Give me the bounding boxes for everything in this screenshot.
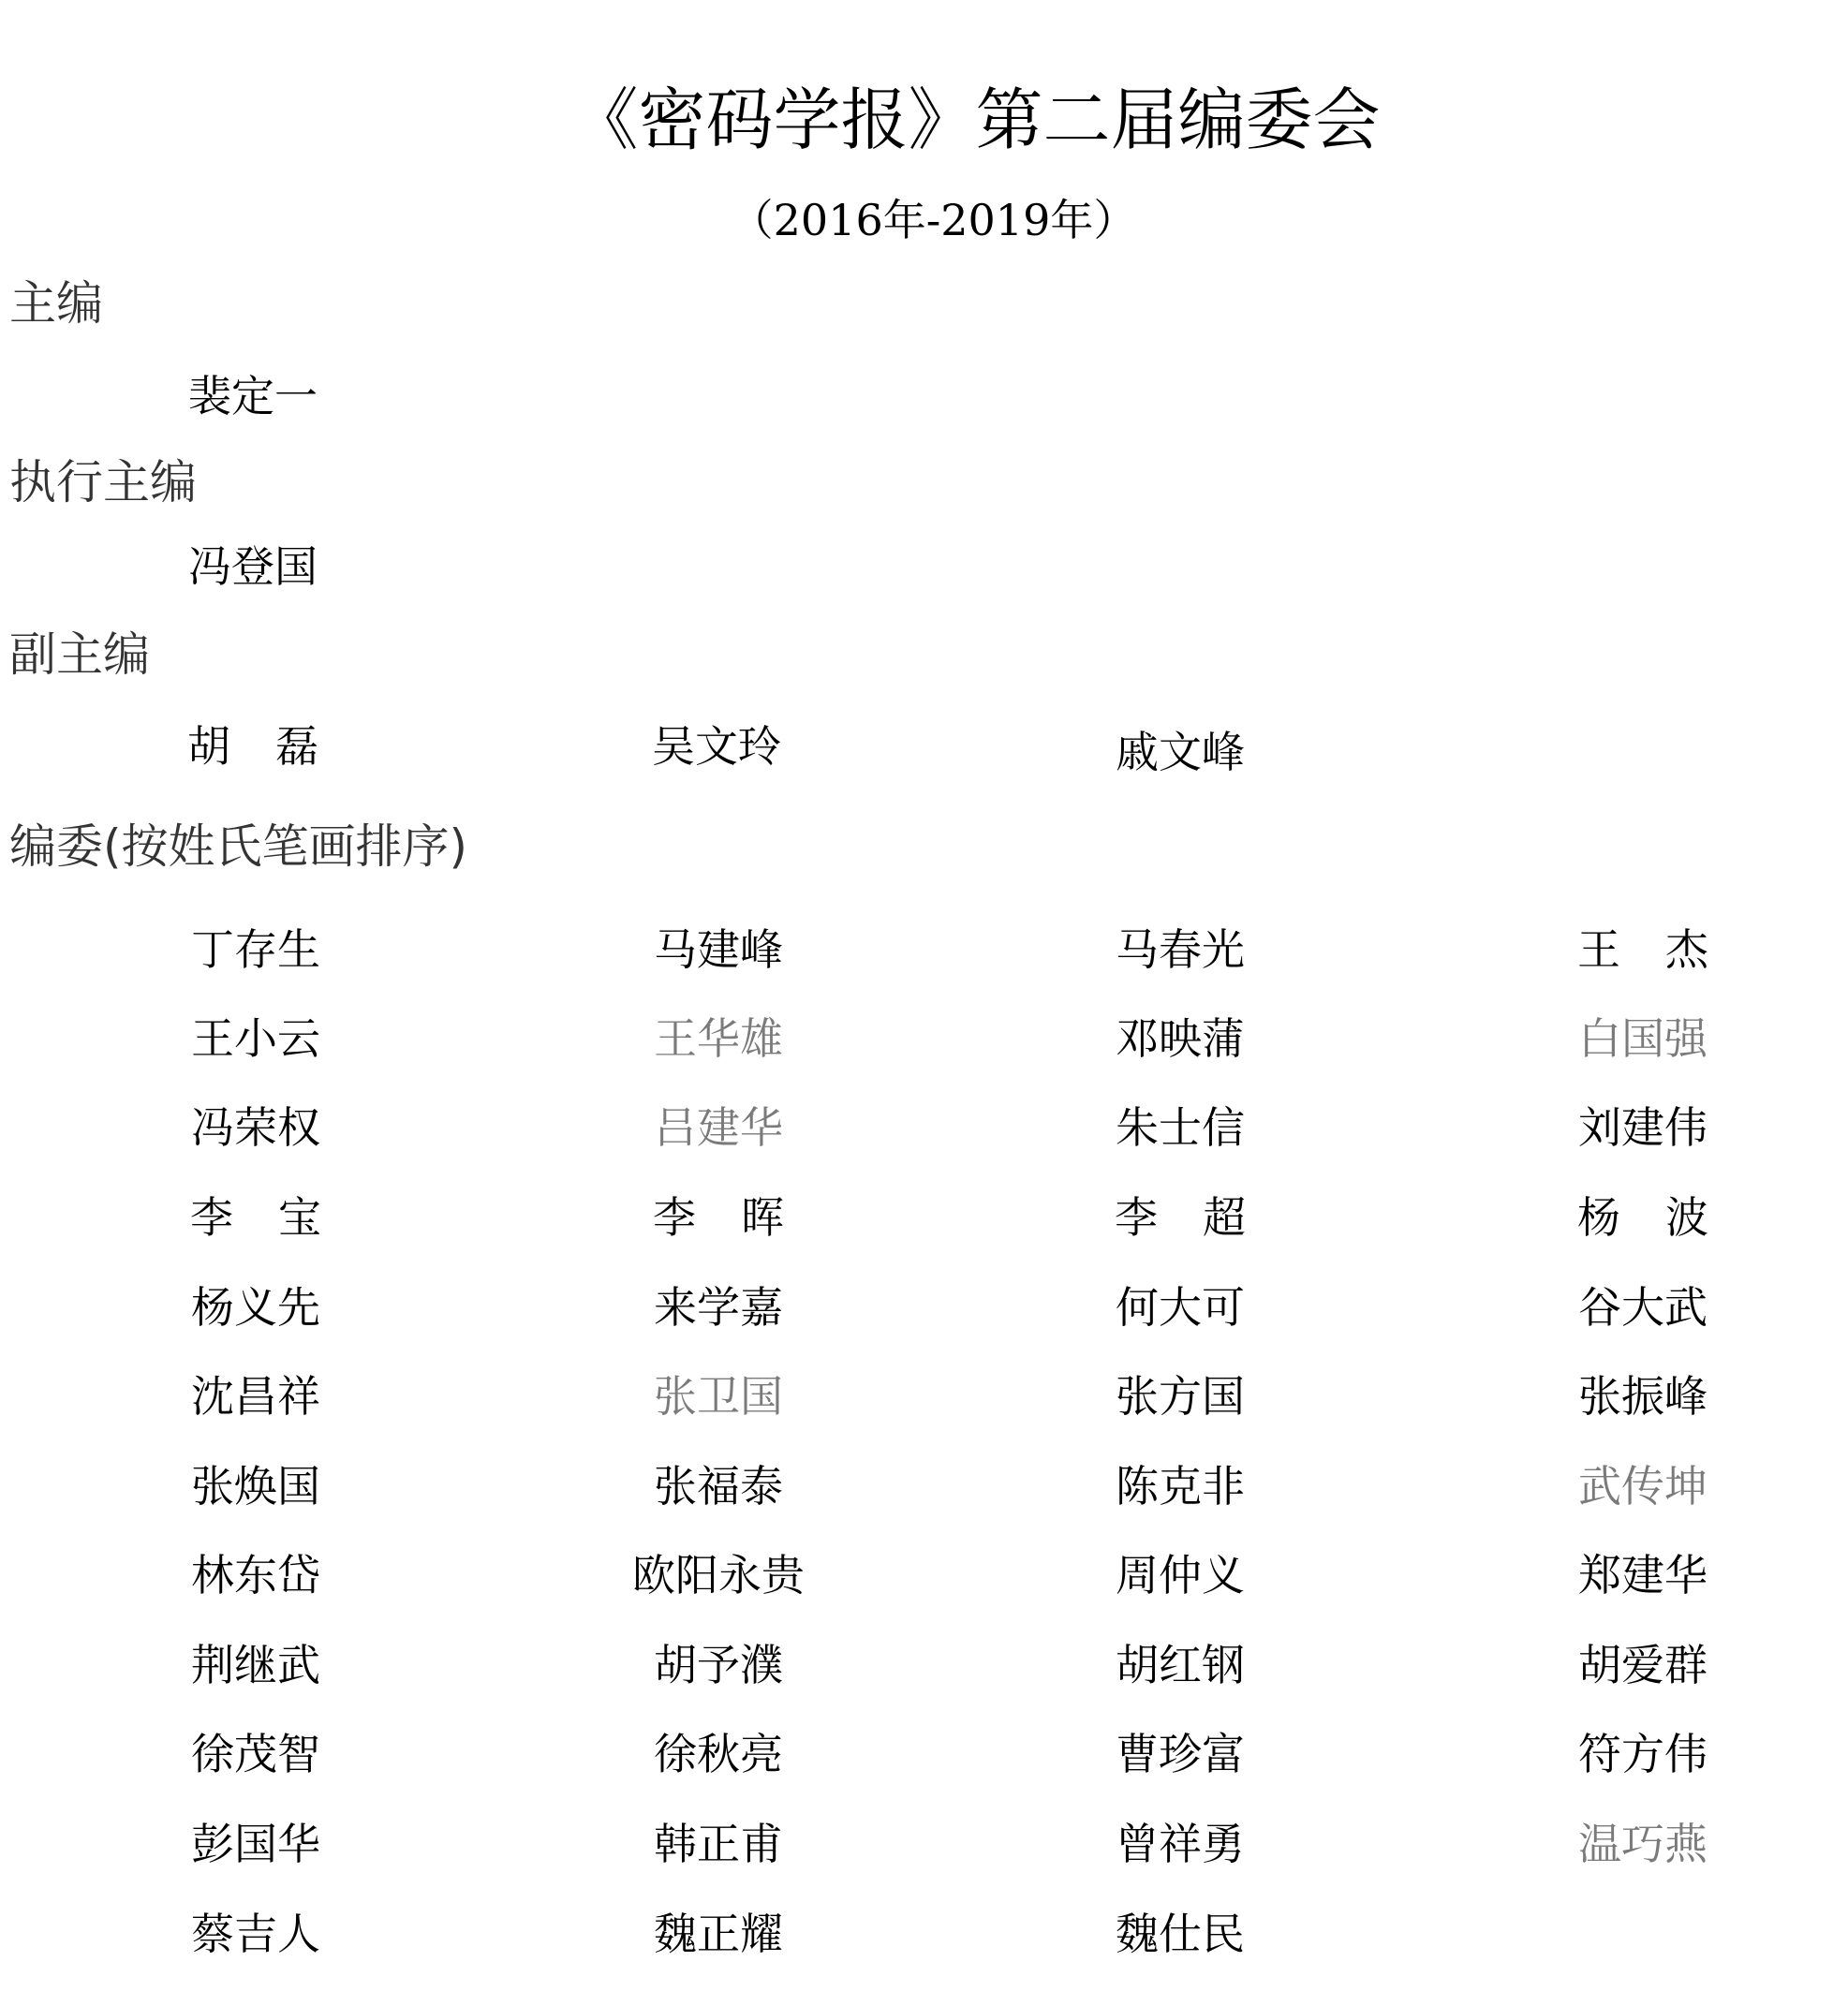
board-member-name: 谷大武 xyxy=(1578,1282,1708,1333)
heading-deputy-editors: 副主编 xyxy=(9,627,150,682)
board-member-name: 蔡吉人 xyxy=(191,1909,320,1959)
board-member-name: 刘建伟 xyxy=(1578,1102,1708,1153)
board-member-name: 陈克非 xyxy=(1116,1461,1245,1512)
board-member-name: 杨义先 xyxy=(191,1282,320,1333)
board-member-name: 王华雄 xyxy=(654,1013,783,1064)
board-member-name: 王小云 xyxy=(191,1013,320,1064)
board-member-name: 朱士信 xyxy=(1116,1102,1245,1153)
board-member-name: 魏正耀 xyxy=(654,1909,783,1959)
board-member-name: 冯荣权 xyxy=(191,1102,320,1153)
board-member-name: 沈昌祥 xyxy=(191,1371,320,1422)
board-member-name: 吕建华 xyxy=(654,1102,783,1153)
board-member-name: 李 超 xyxy=(1115,1192,1246,1243)
board-member-name: 何大可 xyxy=(1116,1282,1245,1333)
heading-chief-editor: 主编 xyxy=(9,276,103,331)
deputy-editor-name: 胡 磊 xyxy=(187,721,318,772)
page-title: 《密码学报》第二届编委会 xyxy=(570,81,1381,159)
board-member-name: 欧阳永贵 xyxy=(632,1550,805,1600)
board-member-name: 马建峰 xyxy=(654,924,783,975)
board-member-name: 胡红钢 xyxy=(1116,1640,1245,1690)
board-member-name: 曾祥勇 xyxy=(1116,1819,1245,1869)
board-member-name: 邓映蒲 xyxy=(1116,1013,1245,1064)
board-member-name: 周仲义 xyxy=(1116,1550,1245,1600)
heading-board-members: 编委(按姓氏笔画排序) xyxy=(9,819,468,874)
board-member-name: 林东岱 xyxy=(191,1550,320,1600)
board-member-name: 温巧燕 xyxy=(1578,1819,1708,1869)
board-member-name: 李 晖 xyxy=(653,1192,784,1243)
board-member-name: 韩正甫 xyxy=(654,1819,783,1869)
board-member-name: 张福泰 xyxy=(654,1461,783,1512)
board-member-name: 丁存生 xyxy=(191,924,320,975)
board-member-name: 胡予濮 xyxy=(654,1640,783,1690)
board-member-name: 曹珍富 xyxy=(1116,1729,1245,1779)
board-member-name: 马春光 xyxy=(1116,924,1245,975)
board-member-name: 胡爱群 xyxy=(1578,1640,1708,1690)
board-member-name: 魏仕民 xyxy=(1116,1909,1245,1959)
board-member-name: 徐秋亮 xyxy=(654,1729,783,1779)
board-member-name: 张方国 xyxy=(1116,1371,1245,1422)
board-member-name: 来学嘉 xyxy=(654,1282,783,1333)
term-years: （2016年-2019年） xyxy=(730,195,1137,245)
heading-executive-editor: 执行主编 xyxy=(9,455,197,509)
board-member-name: 符方伟 xyxy=(1578,1729,1708,1779)
board-member-name: 张卫国 xyxy=(654,1371,783,1422)
executive-editor-name: 冯登国 xyxy=(188,541,318,592)
board-member-name: 张振峰 xyxy=(1578,1371,1708,1422)
board-member-name: 彭国华 xyxy=(191,1819,320,1869)
deputy-editor-name: 戚文峰 xyxy=(1116,727,1245,777)
board-member-name: 李 宝 xyxy=(190,1192,321,1243)
board-member-name: 武传坤 xyxy=(1578,1461,1708,1512)
deputy-editor-name: 吴文玲 xyxy=(652,721,781,772)
board-member-name: 白国强 xyxy=(1578,1013,1708,1064)
board-member-name: 王 杰 xyxy=(1577,924,1708,975)
board-member-name: 张焕国 xyxy=(191,1461,320,1512)
chief-editor-name: 裴定一 xyxy=(188,371,318,421)
board-member-name: 荆继武 xyxy=(191,1640,320,1690)
board-member-name: 徐茂智 xyxy=(191,1729,320,1779)
board-member-name: 郑建华 xyxy=(1578,1550,1708,1600)
board-member-name: 杨 波 xyxy=(1577,1192,1708,1243)
